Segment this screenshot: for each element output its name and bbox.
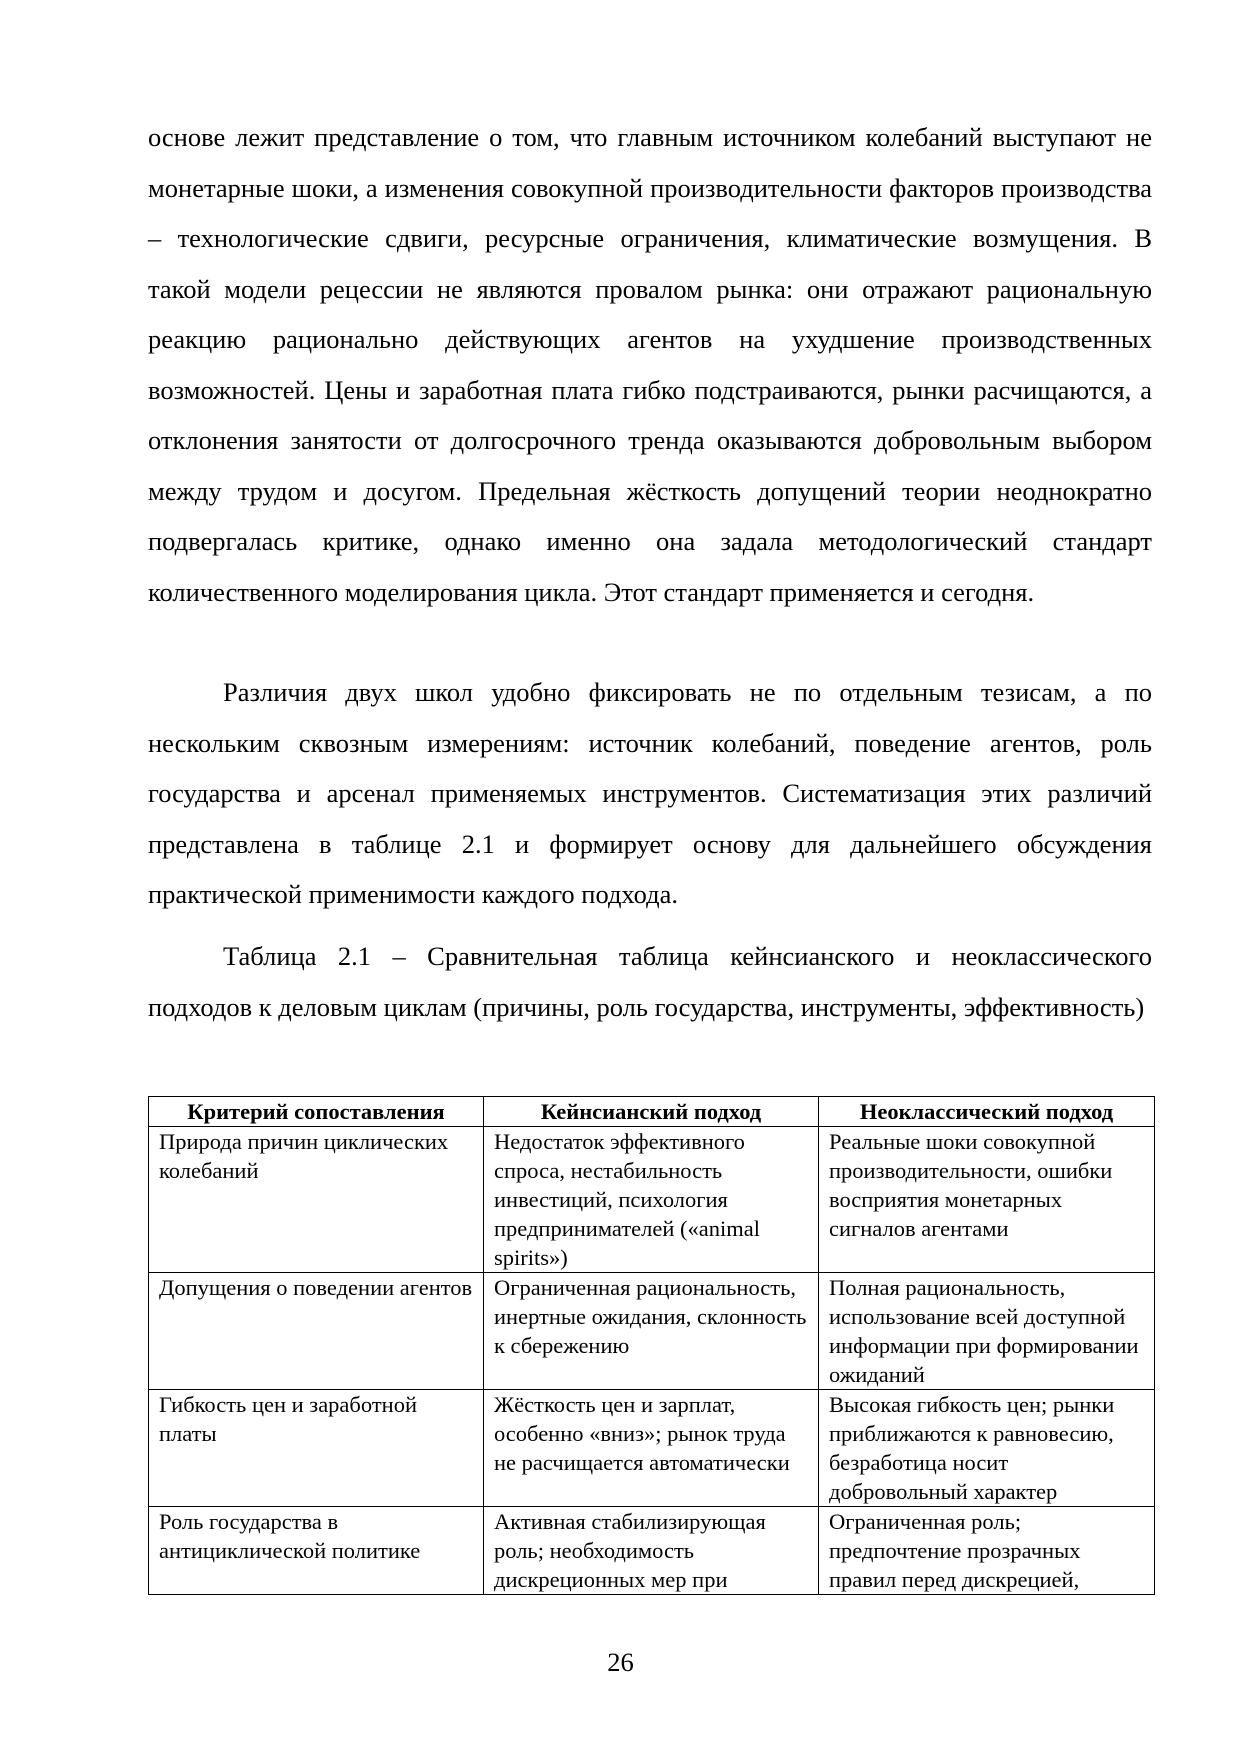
- table-cell: Реальные шоки совокупной производительности, ошибки восприятия монетарных сигналов агентами: [819, 1127, 1155, 1273]
- table-cell: [149, 1507, 484, 1595]
- table-cell: Жёсткость цен и зарплат, особенно «вниз»; рынок труда не расчищается автоматически: [484, 1390, 819, 1507]
- table-cell: Полная рациональность, использование всей доступной информации при формировании ожиданий: [819, 1273, 1155, 1390]
- body-paragraph: Различия двух школ удобно фиксировать не по отдельным тезисам, а по нескольким сквозным измерениям: источник колебаний, поведение агентов, роль государства и арсенал применяемых инструментов. Систематизация этих различий представлена в таблице 2.1 и формирует основу для дальнейшего обсуждения практической применимости каждого подхода.: [148, 677, 1152, 909]
- table-cell: Высокая гибкость цен; рынки приближаются к равновесию, безработица носит добровольный характер: [819, 1390, 1155, 1507]
- table-caption: Таблица 2.1 – Сравнительная таблица кейнсианского и неоклассического подходов к деловым циклам (причины, роль государства, инструменты, эффективность): [148, 941, 1152, 1022]
- table-cell-text: Активная стабилизирующая роль; необходимость дискреционных мер при: [494, 1509, 766, 1592]
- table-header-cell: Критерий сопоставления: [149, 1097, 484, 1127]
- table-cell: Ограниченная рациональность, инертные ожидания, склонность к сбережению: [484, 1273, 819, 1390]
- body-paragraph-continuation: основе лежит представление о том, что главным источником колебаний выступают не монетарные шоки, а изменения совокупной производительности факторов производства – технологические сдвиги, ресурсные ограничения, климатические возмущения. В такой модели рецессии не являются провалом рынка: они отражают рациональную реакцию рационально действующих агентов на ухудшение производственных возможностей. Цены и заработная плата гибко подстраиваются, рынки расчищаются, а отклонения занятости от долгосрочного тренда оказываются добровольным выбором между трудом и досугом. Предельная жёсткость допущений теории неоднократно подвергалась критике, однако именно она задала методологический стандарт количественного моделирования цикла. Этот стандарт применяется и сегодня.: [148, 122, 1152, 607]
- table-header-cell: Кейнсианский подход: [484, 1097, 819, 1127]
- comparison-table-wrapper: [148, 1096, 1154, 1595]
- page-number: 26: [607, 1647, 634, 1677]
- table-row: [149, 1127, 1155, 1273]
- table-cell: Допущения о поведении агентов: [149, 1273, 484, 1390]
- table-cell: Недостаток эффективного спроса, нестабильность инвестиций, психология предпринимателей («animal spirits»): [484, 1127, 819, 1273]
- table-cell-text: Роль государства в антициклической политике: [159, 1509, 421, 1563]
- table-row: [149, 1507, 1155, 1595]
- table-header-cell: Неоклассический подход: [819, 1097, 1155, 1127]
- table-cell-text: Ограниченная роль; предпочтение прозрачных правил перед дискрецией,: [829, 1509, 1081, 1592]
- comparison-table: [148, 1096, 1155, 1595]
- table-cell: [819, 1507, 1155, 1595]
- table-cell: [484, 1507, 819, 1595]
- table-cell: Гибкость цен и заработной платы: [149, 1390, 484, 1507]
- table-cell: Природа причин циклических колебаний: [149, 1127, 484, 1273]
- table-row: [149, 1390, 1155, 1507]
- table-row: [149, 1273, 1155, 1390]
- table-header-row: [149, 1097, 1155, 1127]
